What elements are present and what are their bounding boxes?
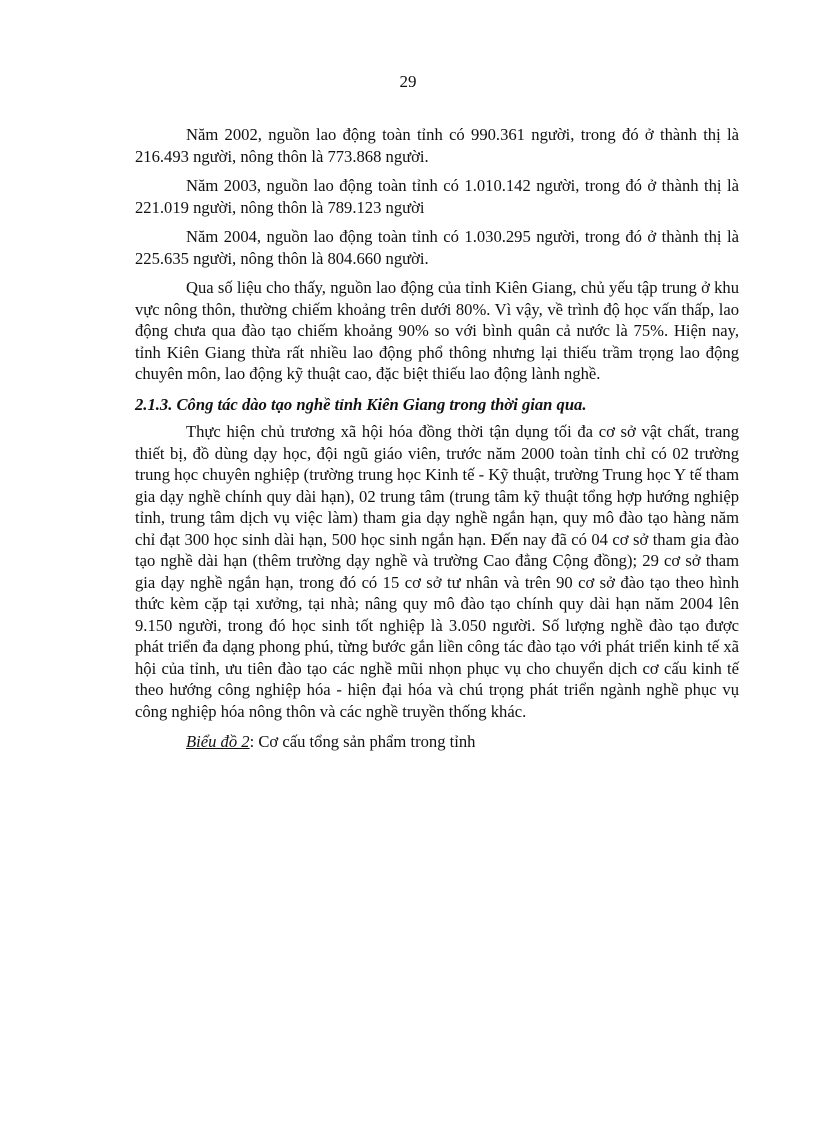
body-text — [135, 124, 739, 753]
section-heading: 2.1.3. Công tác dào tạo nghề tỉnh Kiên Giang trong thời gian qua. — [135, 394, 587, 414]
chart-caption — [135, 731, 739, 753]
paragraph-labor-2002: Năm 2002, nguồn lao động toàn tỉnh có 990.361 người, trong đó ở thành thị là 216.493 người, nông thôn là 773.868 người. — [135, 125, 739, 166]
caption-text: : Cơ cấu tổng sản phẩm trong tỉnh — [249, 732, 476, 751]
paragraph-vocational-training: Thực hiện chủ trương xã hội hóa đồng thời tận dụng tối đa cơ sở vật chất, trang thiết bị, đồ dùng dạy học, đội ngũ giáo viên, trước năm 2000 toàn tỉnh chỉ có 02 trường trung học chuyên nghiệp (trường trung học Kinh tế - Kỹ thuật, trường Trung học Y tế tham gia dạy nghề chính quy dài hạn), 02 trung tâm (trung tâm kỹ thuật tổng hợp hướng nghiệp tỉnh, trung tâm dịch vụ việc làm) tham gia dạy nghề ngắn hạn, quy mô đào tạo hàng năm chỉ đạt 300 học sinh dài hạn, 500 học sinh ngắn hạn. Đến nay đã có 04 cơ sở tham gia đào tạo nghề dài hạn (thêm trường dạy nghề và trường Cao đẳng Cộng đồng); 29 cơ sở tham gia dạy nghề ngắn hạn, trong đó có 15 cơ sở tư nhân và trên 90 cơ sở đào tạo theo hình thức kèm cặp tại xưởng, tại nhà; nâng quy mô đào tạo chính quy dài hạn năm 2004 lên 9.150 người, trong đó học sinh tốt nghiệp là 3.050 người. Số lượng nghề đào tạo được phát triển đa dạng phong phú, từng bước gắn liền công tác đào tạo với phát triển kinh tế xã hội của tỉnh, ưu tiên đào tạo các nghề mũi nhọn phục vụ cho chuyển dịch cơ cấu kinh tế theo hướng công nghiệp hóa - hiện đại hóa và chú trọng phát triển ngành nghề phục vụ công nghiệp hóa nông thôn và các nghề truyền thống khác. — [135, 422, 739, 721]
caption-label: Biểu đồ 2 — [186, 732, 250, 751]
page-number: 29 — [399, 72, 417, 91]
paragraph-labor-2003: Năm 2003, nguồn lao động toàn tỉnh có 1.010.142 người, trong đó ở thành thị là 221.019 người, nông thôn là 789.123 người — [135, 176, 739, 217]
paragraph-labor-2004: Năm 2004, nguồn lao động toàn tỉnh có 1.030.295 người, trong đó ở thành thị là 225.635 người, nông thôn là 804.660 người. — [135, 227, 739, 268]
paragraph-labor-analysis: Qua số liệu cho thấy, nguồn lao động của tỉnh Kiên Giang, chủ yếu tập trung ở khu vực nông thôn, thường chiếm khoảng trên dưới 80%. Vì vậy, về trình độ học vấn thấp, lao động chưa qua đào tạo chiếm khoảng 90% so với bình quân cả nước là 75%. Hiện nay, tỉnh Kiên Giang thừa rất nhiều lao động phổ thông nhưng lại thiếu trầm trọng lao động chuyên môn, lao động kỹ thuật cao, đặc biệt thiếu lao động lành nghề. — [135, 278, 739, 383]
